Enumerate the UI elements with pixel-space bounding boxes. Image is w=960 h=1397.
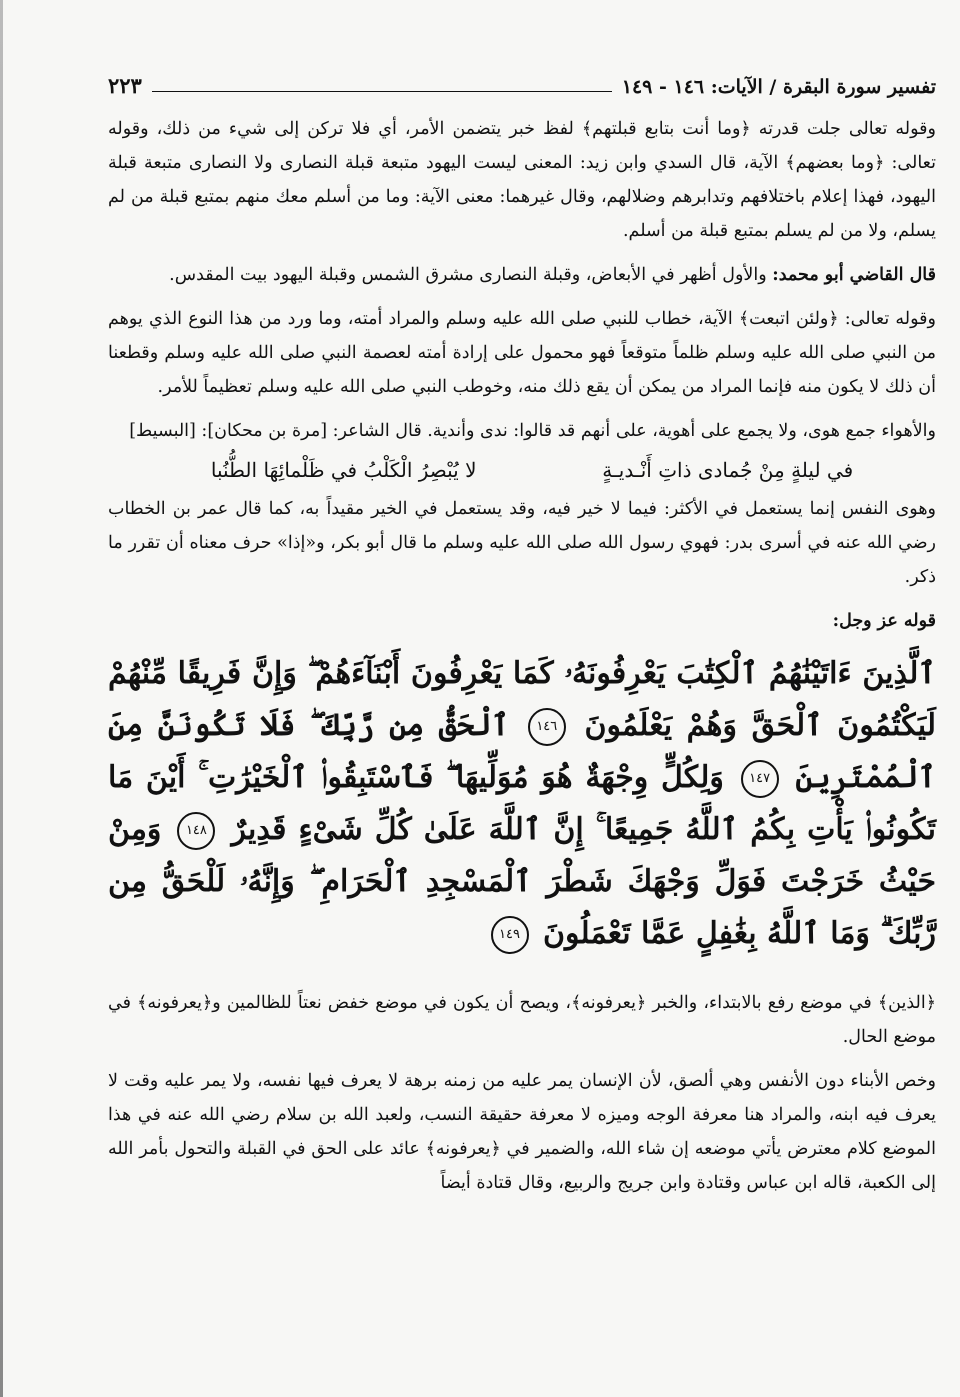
verse-hemistich-right: في ليلةٍ مِنْ جُمادى ذاتِ أَنْـديـةٍ [602,458,854,482]
paragraph-5 [108,492,936,594]
paragraph-3 [108,302,936,404]
paragraph-text: وقوله تعالى: ﴿ولئن اتبعت﴾ الآية، خطاب للنبي صلى الله عليه وسلم والمراد أمته، وما ورد من هذا النوع الذي يوهم من النبي صلى الله عليه وسلم ظلماً متوقعاً فهو محمول على إرادة أمته لعصمة النبي صلى الله عليه وسلم وقطعنا أن ذلك لا يكون منه فإنما المراد من يمكن أن يقع ذلك منه، وخوطب النبي صلى الله عليه وسلم تعظيماً للأمر. [108,309,936,397]
page-binding-edge [0,0,3,1397]
paragraph-2 [108,258,936,292]
paragraph-text: والأهواء جمع هوى، ولا يجمع على أهوية، على أنهم قد قالوا: ندى وأندية. قال الشاعر: [مرة بن محكان]: [البسيط] [129,421,936,441]
quran-ayah-text: ٱلْحَقُّ مِن رَّبِّكَ ۖ فَلَا تَكُونَنَّ مِنَ ٱلْمُمْتَرِينَ [108,708,936,795]
paragraph-text: والأول أظهر في الأبعاض، وقبلة النصارى مشرق الشمس وقبلة اليهود بيت المقدس. [169,265,773,285]
verse-hemistich-left: لا يُبْصِرُ الْكَلْبُ في ظَلْمائِهَا الطُّنُبا [210,458,477,482]
ayah-number-marker: ١٤٨ [177,812,215,850]
paragraph-text: وخص الأبناء دون الأنفس وهي ألصق، لأن الإنسان يمر عليه من زمنه برهة لا يعرف فيها نفسه، ولا يمر عليه وقت لا يعرف فيه ابنه، والمراد هنا معرفة الوجه وميزه لا معرفة حقيقة النسب، ولعبد الله بن سلام رضي الله عنه في هذا الموضع كلام معترض يأتي موضعه إن شاء الله، والضمير في ﴿يعرفونه﴾ عائد على الحق في القبلة والتحول بأمر الله إلى الكعبة، قاله ابن عباس وقتادة وابن جريج والربيع، وقال قتادة أيضاً [108,1071,936,1193]
poetry-verse [148,458,916,482]
paragraph-text: وهوى النفس إنما يستعمل في الأكثر: فيما لا خير فيه، وقد يستعمل في الخير مقيداً به، كما قال عمر بن الخطاب رضي الله عنه في أسرى بدر: فهوي رسول الله صلى الله عليه وسلم ما قال أبو بكر، و«إذا» حرف معناه أن تقرر ما ذكر. [108,499,936,587]
quran-ayah-text: وَلِكُلٍّ وِجْهَةٌ هُوَ مُوَلِّيهَا ۖ فَٱسْتَبِقُوا۟ ٱلْخَيْرَٰتِ ۚ أَيْنَ مَا تَكُونُوا۟ يَأْتِ بِكُمُ ٱللَّهُ جَمِيعًا ۚ إِنَّ ٱللَّهَ عَلَىٰ كُلِّ شَىْءٍ قَدِيرٌ [108,760,936,847]
ayah-number-marker: ١٤٧ [741,760,779,798]
quran-passage [108,648,936,960]
paragraph-text: وقوله تعالى جلت قدرته ﴿وما أنت بتابع قبلتهم﴾ لفظ خبر يتضمن الأمر، أي فلا تركن إلى شيء من ذلك، وقوله تعالى: ﴿وما بعضهم﴾ الآية، قال السدي وابن زيد: المعنى ليست اليهود متبعة قبلة النصارى ولا النصارى متبعة قبلة اليهود، فهذا إعلام باختلافهم وتدابرهم وضلالهم، وقال غيرهما: معنى الآية: وما من أسلم معك منهم بمتبع قبلة من لم يسلم، ولا من لم يسلم بمتبع قبلة من أسلم. [108,119,936,241]
page-number: ٢٢٣ [108,73,142,98]
paragraph-6 [108,986,936,1054]
ayah-number-marker: ١٤٩ [491,916,529,954]
paragraph-4 [108,414,936,448]
ayah-number-marker: ١٤٦ [528,708,566,746]
paragraph-text: ﴿الذين﴾ في موضع رفع بالابتداء، والخبر ﴿يعرفونه﴾، ويصح أن يكون في موضع خفض نعتاً للظالمين و﴿يعرفونه﴾ في موضع الحال. [108,993,936,1047]
quran-ayah-text: وَمِنْ حَيْثُ خَرَجْتَ فَوَلِّ وَجْهَكَ شَطْرَ ٱلْمَسْجِدِ ٱلْحَرَامِ ۖ وَإِنَّهُۥ لَلْحَقُّ مِن رَّبِّكَ ۗ وَمَا ٱللَّهُ بِغَٰفِلٍ عَمَّا تَعْمَلُونَ [108,812,936,951]
running-header [108,70,936,98]
paragraph-7 [108,1064,936,1200]
section-label: قوله عز وجل: [832,611,936,631]
paragraph-lead: قال القاضي أبو محمد: [772,265,936,285]
book-page [108,70,936,1210]
header-title: تفسير سورة البقرة / الآيات: ١٤٦ - ١٤٩ [621,76,936,98]
header-rule [152,91,612,92]
paragraph-1 [108,112,936,248]
quran-ayah-text: ٱلَّذِينَ ءَاتَيْنَٰهُمُ ٱلْكِتَٰبَ يَعْرِفُونَهُۥ كَمَا يَعْرِفُونَ أَبْنَآءَهُمْ ۖ وَإِنَّ فَرِيقًا مِّنْهُمْ لَيَكْتُمُونَ ٱلْحَقَّ وَهُمْ يَعْلَمُونَ [108,656,936,743]
